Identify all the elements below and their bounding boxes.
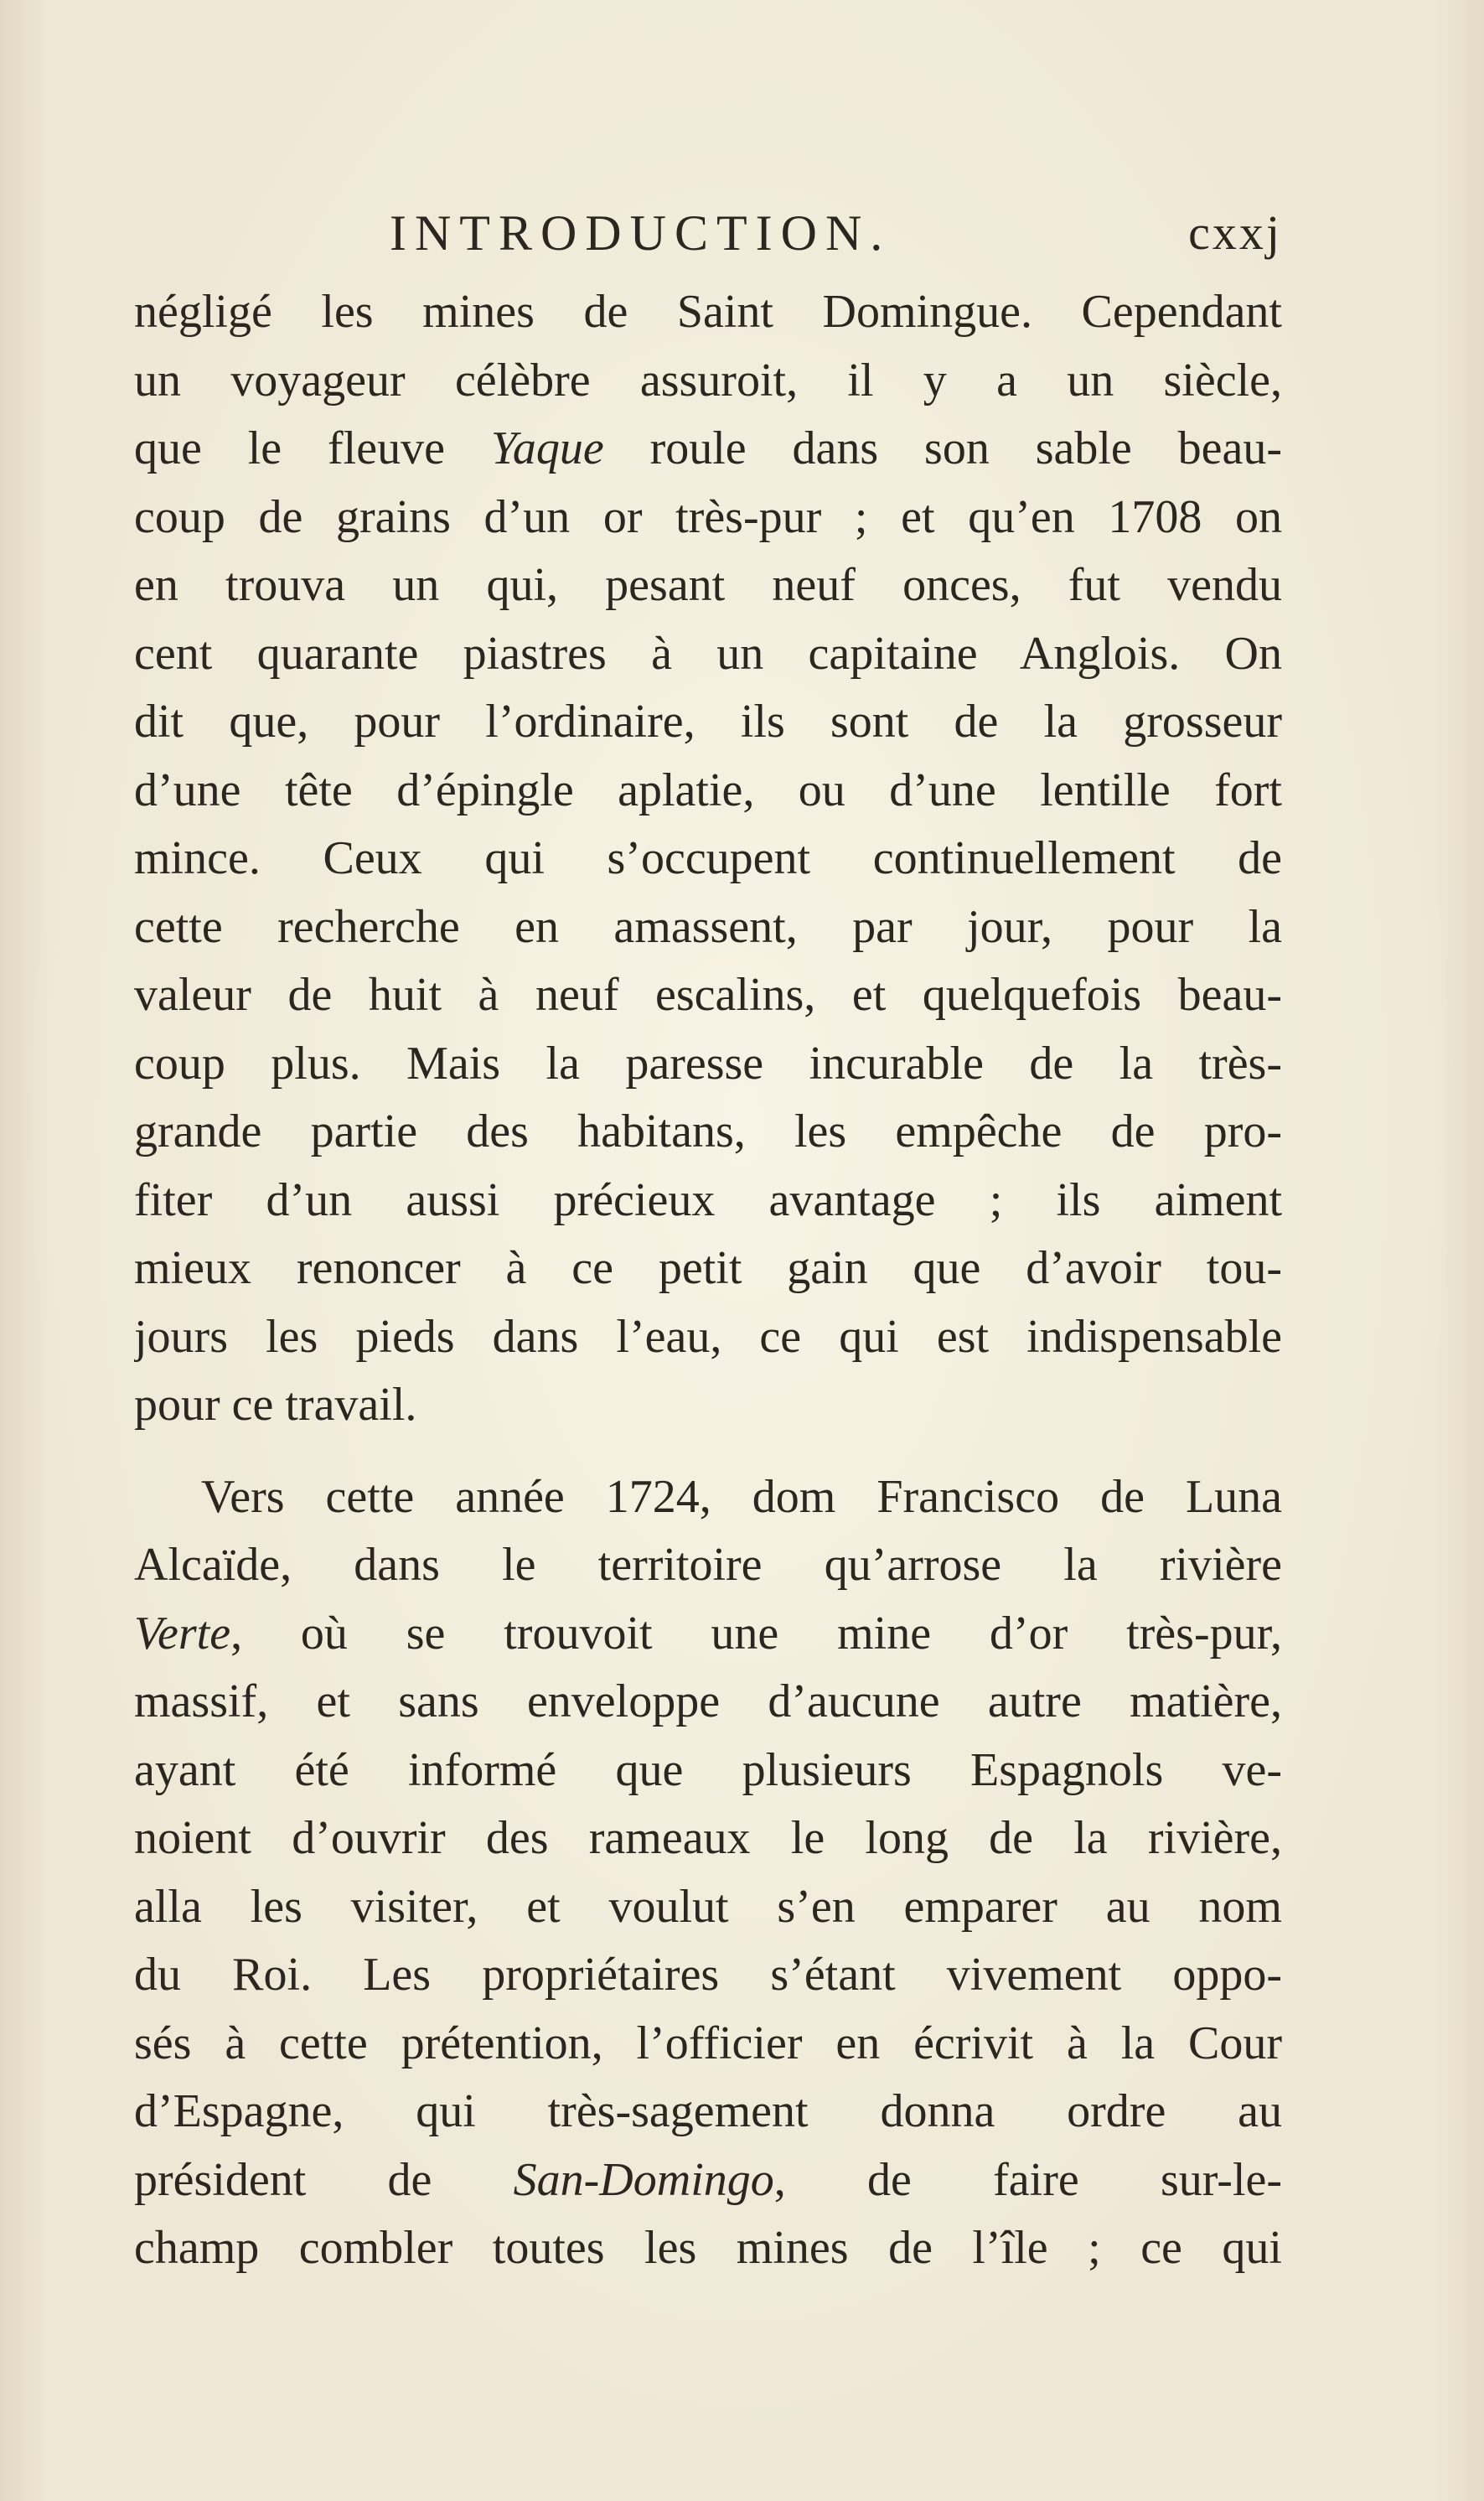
text-line: d’Espagne, qui très-sagement donna ordre au <box>134 2085 1282 2137</box>
text-line: ayant été informé que plusieurs Espagnols ve- <box>134 1743 1282 1796</box>
text-line: pour ce travail. <box>134 1379 417 1431</box>
text-line: coup plus. Mais la paresse incurable de la très- <box>134 1037 1282 1090</box>
text-line: d’une tête d’épingle aplatie, ou d’une lentille fort <box>134 764 1282 816</box>
text-line: champ combler toutes les mines de l’île ; ce qui <box>134 2222 1282 2274</box>
text-line: président de San-Domingo, de faire sur-le- <box>134 2153 1282 2206</box>
text-line: noient d’ouvrir des rameaux le long de la rivière, <box>134 1812 1282 1864</box>
text-line: mince. Ceux qui s’occupent continuellement de <box>134 832 1282 884</box>
running-head <box>134 199 1282 267</box>
body-text <box>134 278 1282 2283</box>
text-line: un voyageur célèbre assuroit, il y a un siècle, <box>134 354 1282 406</box>
italic-place-name: San-Domingo <box>513 2153 774 2206</box>
italic-place-name: Yaque <box>490 422 604 474</box>
text-line: du Roi. Les propriétaires s’étant vivement oppo- <box>134 1949 1282 2001</box>
text-line: jours les pieds dans l’eau, ce qui est indispensable <box>134 1310 1282 1363</box>
text-line: en trouva un qui, pesant neuf onces, fut vendu <box>134 559 1282 611</box>
italic-place-name: Verte <box>134 1607 231 1660</box>
text-line: alla les visiter, et voulut s’en emparer au nom <box>134 1880 1282 1933</box>
text-line: négligé les mines de Saint Domingue. Cependant <box>134 286 1282 338</box>
text-line: coup de grains d’un or très-pur ; et qu’en 1708 on <box>134 490 1282 543</box>
running-head-title: INTRODUCTION. <box>390 205 892 261</box>
text-line: Vers cette année 1724, dom Francisco de Luna <box>201 1470 1282 1523</box>
text-line: Alcaïde, dans le territoire qu’arrose la rivière <box>134 1539 1282 1591</box>
text-line: sés à cette prétention, l’officier en écrivit à la Cour <box>134 2017 1282 2069</box>
text-line: mieux renoncer à ce petit gain que d’avoir tou- <box>134 1242 1282 1294</box>
text-line: dit que, pour l’ordinaire, ils sont de la grosseur <box>134 696 1282 748</box>
text-line: grande partie des habitans, les empêche de pro- <box>134 1106 1282 1157</box>
text-line: que le fleuve Yaque roule dans son sable beau- <box>134 422 1282 474</box>
text-line: Verte, où se trouvoit une mine d’or très-pur, <box>134 1607 1282 1660</box>
text-line: cette recherche en amassent, par jour, pour la <box>134 900 1282 953</box>
text-line: cent quarante piastres à un capitaine Anglois. On <box>134 627 1282 680</box>
page-number: cxxj <box>1188 205 1282 260</box>
text-line: valeur de huit à neuf escalins, et quelquefois beau- <box>134 969 1282 1021</box>
text-line: massif, et sans enveloppe d’aucune autre matière, <box>134 1675 1282 1727</box>
text-line: fiter d’un aussi précieux avantage ; ils aiment <box>134 1173 1282 1226</box>
